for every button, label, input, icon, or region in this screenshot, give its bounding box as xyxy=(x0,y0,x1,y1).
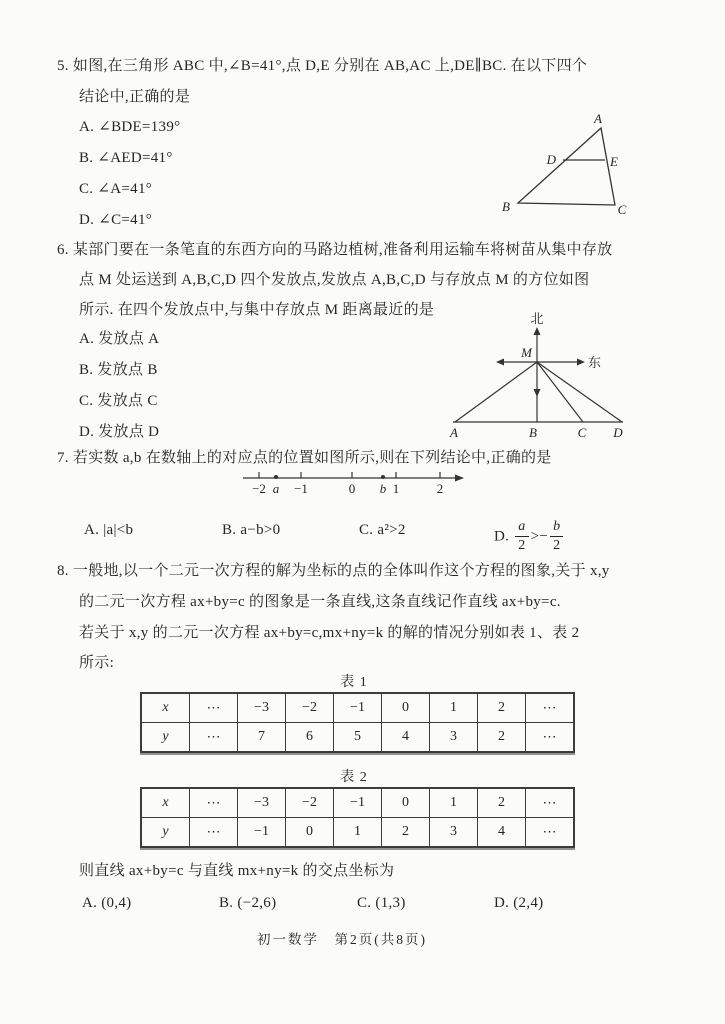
q6-option-d: D. 发放点 D xyxy=(79,424,160,440)
point-c-label: C xyxy=(577,425,587,440)
tick-label-neg2: −2 xyxy=(252,481,266,496)
point-a-label: a xyxy=(272,481,280,496)
q6-option-a: A. 发放点 A xyxy=(79,331,160,347)
fraction-a-over-2: $\frac{a}{2}$ xyxy=(515,520,528,553)
table-1-title: 表 1 xyxy=(340,675,368,690)
q5-text-line-2: 结论中,正确的是 xyxy=(79,89,191,105)
q5-text-line-1: 5. 如图,在三角形 ABC 中,∠B=41°,点 D,E 分别在 AB,AC 上,DE∥BC. 在以下四个 xyxy=(57,58,588,74)
q8-text-line-3: 若关于 x,y 的二元一次方程 ax+by=c,mx+ny=k 的解的情况分别如表 1、表 2 xyxy=(79,625,580,641)
q8-text-line-2: 的二元一次方程 ax+by=c 的图象是一条直线,这条直线记作直线 ax+by=c. xyxy=(79,594,561,610)
tick-label-neg1: −1 xyxy=(294,481,308,496)
triangle-point-d-label: D xyxy=(546,152,556,167)
tick-label-1: 1 xyxy=(392,481,400,496)
point-a-dot xyxy=(274,475,278,479)
q6-compass-figure xyxy=(443,305,638,443)
q7-option-a: A. |a|<b xyxy=(84,522,134,538)
q8-text-line-1: 8. 一般地,以一个二元一次方程的解为坐标的点的全体叫作这个方程的图象,关于 x,y xyxy=(57,563,610,579)
table-1-x-row: x ⋯ −3 −2 −1 0 1 2 ⋯ xyxy=(141,693,574,723)
q8-text-line-4: 所示: xyxy=(79,655,115,671)
compass-north-label: 北 xyxy=(530,311,544,326)
q6-option-b: B. 发放点 B xyxy=(79,362,158,378)
triangle-vertex-c-label: C xyxy=(617,202,627,217)
q8-option-a: A. (0,4) xyxy=(82,895,132,911)
table-1 xyxy=(140,692,575,753)
point-b-label: B xyxy=(529,425,537,440)
triangle-vertex-a-label: A xyxy=(594,111,602,126)
q7-option-d-operator: >− xyxy=(530,528,549,545)
triangle-point-e-label: E xyxy=(610,154,618,169)
q5-triangle-figure xyxy=(492,110,647,218)
tick-label-0: 0 xyxy=(348,481,356,496)
point-b-dot xyxy=(381,475,385,479)
q7-number-line xyxy=(238,462,473,498)
q7-option-b: B. a−b>0 xyxy=(222,522,281,538)
q8-option-d: D. (2,4) xyxy=(494,895,544,911)
q7-option-d xyxy=(494,520,565,553)
q8-option-c: C. (1,3) xyxy=(357,895,406,911)
q6-text-line-2: 点 M 处运送到 A,B,C,D 四个发放点,发放点 A,B,C,D 与存放点 M 的方位如图 xyxy=(79,272,590,288)
point-m-label: M xyxy=(521,345,532,360)
fraction-b-over-2: $\frac{b}{2}$ xyxy=(550,520,563,553)
q6-text-line-3: 所示. 在四个发放点中,与集中存放点 M 距离最近的是 xyxy=(79,302,435,318)
point-a-label: A xyxy=(450,425,458,440)
table-2-y-row: y ⋯ −1 0 1 2 3 4 ⋯ xyxy=(141,818,574,848)
table-2 xyxy=(140,787,575,848)
table-1-y-row: y ⋯ 7 6 5 4 3 2 ⋯ xyxy=(141,723,574,753)
q7-option-d-label: D. xyxy=(494,528,510,545)
q8-option-b: B. (−2,6) xyxy=(219,895,277,911)
q5-option-d: D. ∠C=41° xyxy=(79,212,153,228)
q7-option-c: C. a²>2 xyxy=(359,522,406,538)
point-d-label: D xyxy=(613,425,623,440)
q5-option-b: B. ∠AED=41° xyxy=(79,150,173,166)
compass-east-label: 东 xyxy=(588,355,602,370)
q5-option-c: C. ∠A=41° xyxy=(79,181,153,197)
q7-text-line-1: 7. 若实数 a,b 在数轴上的对应点的位置如图所示,则在下列结论中,正确的是 xyxy=(57,450,552,466)
q6-option-c: C. 发放点 C xyxy=(79,393,158,409)
tick-label-2: 2 xyxy=(436,481,444,496)
table-2-x-row: x ⋯ −3 −2 −1 0 1 2 ⋯ xyxy=(141,788,574,818)
q6-text-line-1: 6. 某部门要在一条笔直的东西方向的马路边植树,准备利用运输车将树苗从集中存放 xyxy=(57,242,613,258)
triangle-vertex-b-label: B xyxy=(502,199,510,214)
q8-closing-line: 则直线 ax+by=c 与直线 mx+ny=k 的交点坐标为 xyxy=(79,863,395,879)
point-b-label: b xyxy=(379,481,387,496)
page-footer: 初一数学 第2页(共8页) xyxy=(257,932,427,947)
q5-option-a: A. ∠BDE=139° xyxy=(79,119,181,135)
table-2-title: 表 2 xyxy=(340,770,368,785)
